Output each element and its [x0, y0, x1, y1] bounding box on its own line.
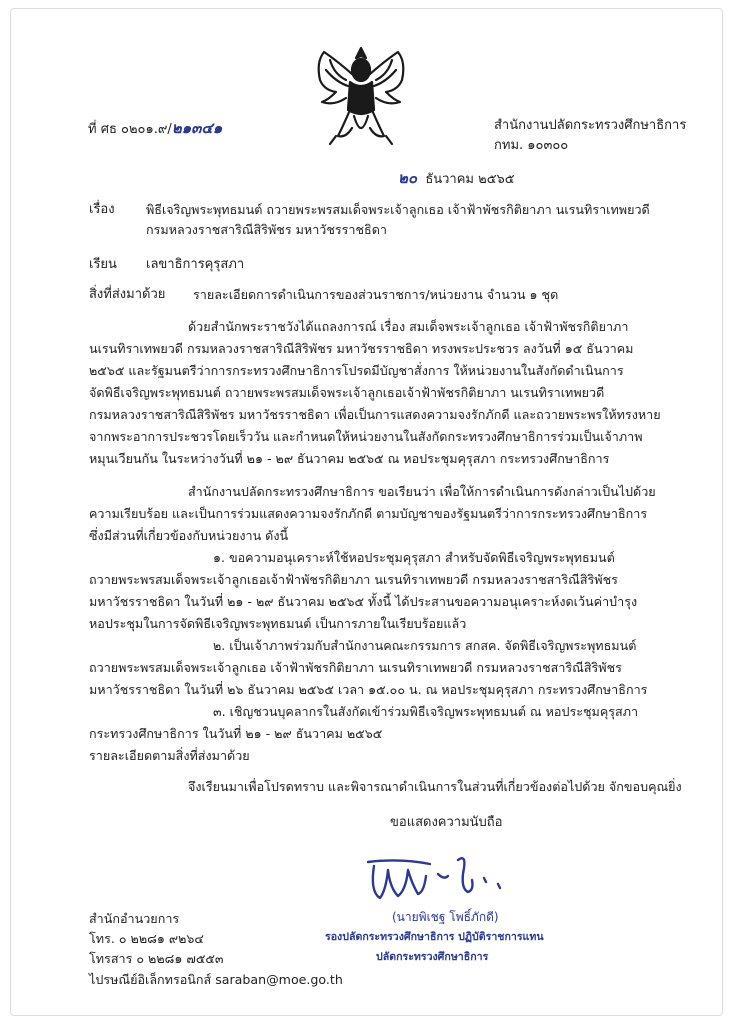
paragraph-1-line: หมุนเวียนกัน ในระหว่างวันที่ ๒๑ - ๒๙ ธันวาคม ๒๕๖๕ ณ หอประชุมคุรุสภา กระทรวงศึกษาธิการ	[89, 451, 610, 466]
paragraph-2-line: ซึ่งมีส่วนที่เกี่ยวข้องกับหน่วยงาน ดังนี้	[89, 528, 289, 543]
item-1-line: มหาวัชรราชธิดา ในวันที่ ๒๑ - ๒๙ ธันวาคม ๒๕๖๕ ทั้งนี้ ได้ประสานขอความอนุเคราะห์งดเว้นค่าบำรุง	[89, 594, 638, 609]
item-3-line: ๓. เชิญชวนบุคลากรในสังกัดเข้าร่วมพิธีเจริญพระพุทธมนต์ ณ หอประชุมคุรุสภา	[213, 704, 639, 719]
to-label: เรียน	[89, 257, 117, 272]
footer-phone: โทร. ๐ ๒๒๘๑ ๙๒๖๔	[89, 931, 204, 946]
regards: ขอแสดงความนับถือ	[390, 815, 503, 830]
item-2-line: ๒. เป็นเจ้าภาพร่วมกับสำนักงานคณะกรรมการ สกสค. จัดพิธีเจริญพระพุทธมนต์	[213, 638, 637, 653]
to-value: เลขาธิการคุรุสภา	[146, 257, 245, 272]
office-postcode: กทม. ๑๐๓๐๐	[494, 138, 569, 153]
paragraph-2-line: ความเรียบร้อย และเป็นการร่วมแสดงความจงรักภักดี ตามบัญชาของรัฐมนตรีว่าการกระทรวงศึกษาธิการ	[89, 506, 648, 521]
item-2-line: มหาวัชรราชธิดา ในวันที่ ๒๖ ธันวาคม ๒๕๖๕ เวลา ๑๕.๐๐ น. ณ หอประชุมคุรุสภา กระทรวงศึกษาธิการ	[89, 682, 648, 697]
paragraph-1-line: จัดพิธีเจริญพระพุทธมนต์ ถวายพระพรสมเด็จพระเจ้าลูกเธอเจ้าฟ้าพัชรกิติยาภา นเรนทิราเทพยวดี	[89, 385, 605, 400]
closing-sentence: จึงเรียนมาเพื่อโปรดทราบ และพิจารณาดำเนินการในส่วนที่เกี่ยวข้องต่อไปด้วย จักขอบคุณยิ่ง	[188, 779, 682, 794]
footer-fax: โทรสาร ๐ ๒๒๘๑ ๗๕๕๓	[89, 951, 224, 966]
enclosure-label: สิ่งที่ส่งมาด้วย	[89, 287, 166, 302]
signatory-title-2: ปลัดกระทรวงศึกษาธิการ	[376, 951, 489, 963]
footer-email: ไปรษณีย์อิเล็กทรอนิกส์ saraban@moe.go.th	[89, 972, 343, 987]
item-3-line: กระทรวงศึกษาธิการ ในวันที่ ๒๑ - ๒๙ ธันวาคม ๒๕๖๕	[89, 726, 383, 741]
item-1-line: หอประชุมในการจัดพิธีเจริญพระพุทธมนต์ เป็นการภายในเรียบร้อยแล้ว	[89, 616, 467, 631]
paragraph-1-line: จากพระอาการประชวรโดยเร็ววัน และกำหนดให้หน่วยงานในสังกัดกระทรวงศึกษาธิการร่วมเป็นเจ้าภาพ	[89, 429, 643, 444]
paragraph-1-line: ด้วยสำนักพระราชวังได้แถลงการณ์ เรื่อง สมเด็จพระเจ้าลูกเธอ เจ้าฟ้าพัชรกิติยาภา	[188, 319, 629, 334]
reference-prefix: ที่ ศธ ๐๒๐๑.๙/	[88, 122, 172, 137]
paragraph-1-line: กรมหลวงราชสาริณีสิริพัชร มหาวัชรราชธิดา เพื่อเป็นการแสดงความจงรักภักดี และถวายพระพรให้ทรงหาย	[89, 407, 661, 422]
subject-line-2: กรมหลวงราชสาริณีสิริพัชร มหาวัชรราชธิดา	[146, 222, 387, 237]
garuda-emblem-icon	[306, 40, 416, 150]
subject-label: เรื่อง	[89, 202, 115, 217]
footer-department: สำนักอำนวยการ	[89, 911, 180, 926]
paragraph-1-line: ๒๕๖๕ และรัฐมนตรีว่าการกระทรวงศึกษาธิการโปรดมีบัญชาสั่งการ ให้หน่วยงานในสังกัดดำเนินการ	[89, 363, 624, 378]
item-1-line: ๑. ขอความอนุเคราะห์ใช้หอประชุมคุรุสภา สำหรับจัดพิธีเจริญพระพุทธมนต์	[213, 550, 615, 565]
enclosure-value: รายละเอียดการดำเนินการของส่วนราชการ/หน่วยงาน จำนวน ๑ ชุด	[193, 287, 559, 302]
handwritten-signature	[360, 840, 530, 910]
document-reference	[88, 121, 222, 137]
item-3-line: รายละเอียดตามสิ่งที่ส่งมาด้วย	[89, 748, 250, 763]
reference-number-handwritten: ๒๑๓๔๑	[171, 119, 223, 137]
signatory-name: (นายพิเชฐ โพธิ์ภักดี)	[392, 910, 499, 924]
signatory-title-1: รองปลัดกระทรวงศึกษาธิการ ปฏิบัติราชการแทน	[325, 931, 544, 943]
paragraph-1-line: นเรนทิราเทพยวดี กรมหลวงราชสาริณีสิริพัชร มหาวัชรราชธิดา ทรงพระประชวร ลงวันที่ ๑๕ ธันวาคม	[89, 341, 634, 356]
subject-line-1: พิธีเจริญพระพุทธมนต์ ถวายพระพรสมเด็จพระเจ้าลูกเธอ เจ้าฟ้าพัชรกิติยาภา นเรนทิราเทพยวดี	[146, 202, 650, 217]
office-name: สำนักงานปลัดกระทรวงศึกษาธิการ	[494, 118, 687, 133]
document-date	[398, 171, 515, 187]
date-day-handwritten: ๒๐	[398, 169, 418, 187]
date-month-year: ธันวาคม ๒๕๖๕	[425, 172, 515, 187]
item-1-line: ถวายพระพรสมเด็จพระเจ้าลูกเธอเจ้าฟ้าพัชรกิติยาภา นเรนทิราเทพยวดี กรมหลวงราชสาริณีสิริพัชร	[89, 572, 618, 587]
paragraph-2-line: สำนักงานปลัดกระทรวงศึกษาธิการ ขอเรียนว่า เพื่อให้การดำเนินการดังกล่าวเป็นไปด้วย	[188, 484, 656, 499]
item-2-line: ถวายพระพรสมเด็จพระเจ้าลูกเธอ เจ้าฟ้าพัชรกิติยาภา นเรนทิราเทพยวดี กรมหลวงราชสาริณีสิริพัชร	[89, 660, 622, 675]
